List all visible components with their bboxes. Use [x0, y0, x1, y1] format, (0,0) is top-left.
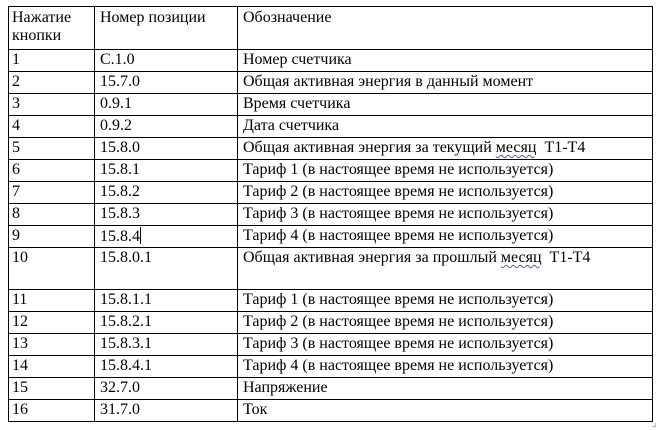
designation-cell: Тариф 4 (в настоящее время не используется)	[238, 356, 653, 378]
position-cell: 15.8.1.1	[95, 290, 238, 312]
position-cell: 15.8.2	[95, 182, 238, 204]
button-cell: 11	[9, 290, 95, 312]
position-cell: 15.8.0	[95, 138, 238, 160]
button-cell: 14	[9, 356, 95, 378]
button-cell: 15	[9, 378, 95, 400]
table-row	[9, 160, 653, 182]
button-cell: 9	[9, 226, 95, 248]
designation-cell	[238, 138, 653, 160]
header-row	[9, 7, 653, 50]
position-cell: 15.8.4.1	[95, 356, 238, 378]
header-position-number: Номер позиции	[95, 7, 238, 50]
designation-cell: Тариф 2 (в настоящее время не используется)	[238, 182, 653, 204]
button-cell: 5	[9, 138, 95, 160]
button-cell: 12	[9, 312, 95, 334]
table-row	[9, 356, 653, 378]
position-cell: 15.8.0.1	[95, 248, 238, 290]
position-cell: 15.7.0	[95, 72, 238, 94]
table-row	[9, 248, 653, 290]
button-cell: 16	[9, 400, 95, 422]
designation-cell: Тариф 1 (в настоящее время не используется)	[238, 290, 653, 312]
page-corner-mark	[652, 423, 656, 427]
position-cell: 32.7.0	[95, 378, 238, 400]
table-row	[9, 116, 653, 138]
designation-cell	[238, 248, 653, 290]
table-container	[8, 6, 652, 422]
position-cell	[95, 226, 238, 248]
position-cell: 15.8.2.1	[95, 312, 238, 334]
button-cell: 8	[9, 204, 95, 226]
header-designation: Обозначение	[238, 7, 653, 50]
designation-text-suffix: Т1-Т4	[536, 139, 586, 156]
position-cell: 0.9.2	[95, 116, 238, 138]
position-cell: 15.8.3	[95, 204, 238, 226]
button-cell: 7	[9, 182, 95, 204]
table-row	[9, 378, 653, 400]
button-cell: 6	[9, 160, 95, 182]
designation-cell: Общая активная энергия в данный момент	[238, 72, 653, 94]
button-position-table	[8, 6, 653, 422]
table-row	[9, 290, 653, 312]
position-cell: 0.9.1	[95, 94, 238, 116]
designation-cell: Время счетчика	[238, 94, 653, 116]
header-button-press: Нажатие кнопки	[9, 7, 95, 50]
designation-cell: Дата счетчика	[238, 116, 653, 138]
spellcheck-flagged-word: месяц	[500, 249, 542, 266]
designation-cell: Тариф 4 (в настоящее время не используется)	[238, 226, 653, 248]
table-row	[9, 312, 653, 334]
designation-cell: Тариф 1 (в настоящее время не используется)	[238, 160, 653, 182]
text-cursor	[140, 227, 141, 244]
designation-cell: Тариф 3 (в настоящее время не используется)	[238, 334, 653, 356]
button-cell: 3	[9, 94, 95, 116]
table-row	[9, 182, 653, 204]
designation-cell: Ток	[238, 400, 653, 422]
designation-text: Общая активная энергия за текущий	[243, 139, 496, 156]
designation-cell: Тариф 2 (в настоящее время не используется)	[238, 312, 653, 334]
table-row	[9, 400, 653, 422]
designation-text: Общая активная энергия за прошлый	[243, 249, 501, 266]
table-row	[9, 72, 653, 94]
table-row	[9, 204, 653, 226]
spellcheck-flagged-word: месяц	[495, 139, 537, 156]
designation-text-suffix: Т1-Т4	[541, 249, 591, 266]
button-cell: 4	[9, 116, 95, 138]
button-cell: 13	[9, 334, 95, 356]
designation-cell: Напряжение	[238, 378, 653, 400]
table-row	[9, 94, 653, 116]
table-row	[9, 334, 653, 356]
position-cell: 15.8.1	[95, 160, 238, 182]
table-row	[9, 50, 653, 72]
button-cell: 1	[9, 50, 95, 72]
position-text: 15.8.4	[100, 228, 140, 245]
position-cell: 31.7.0	[95, 400, 238, 422]
position-cell: С.1.0	[95, 50, 238, 72]
designation-cell: Тариф 3 (в настоящее время не используется)	[238, 204, 653, 226]
designation-cell: Номер счетчика	[238, 50, 653, 72]
table-row	[9, 226, 653, 248]
button-cell: 10	[9, 248, 95, 290]
table-row	[9, 138, 653, 160]
position-cell: 15.8.3.1	[95, 334, 238, 356]
button-cell: 2	[9, 72, 95, 94]
